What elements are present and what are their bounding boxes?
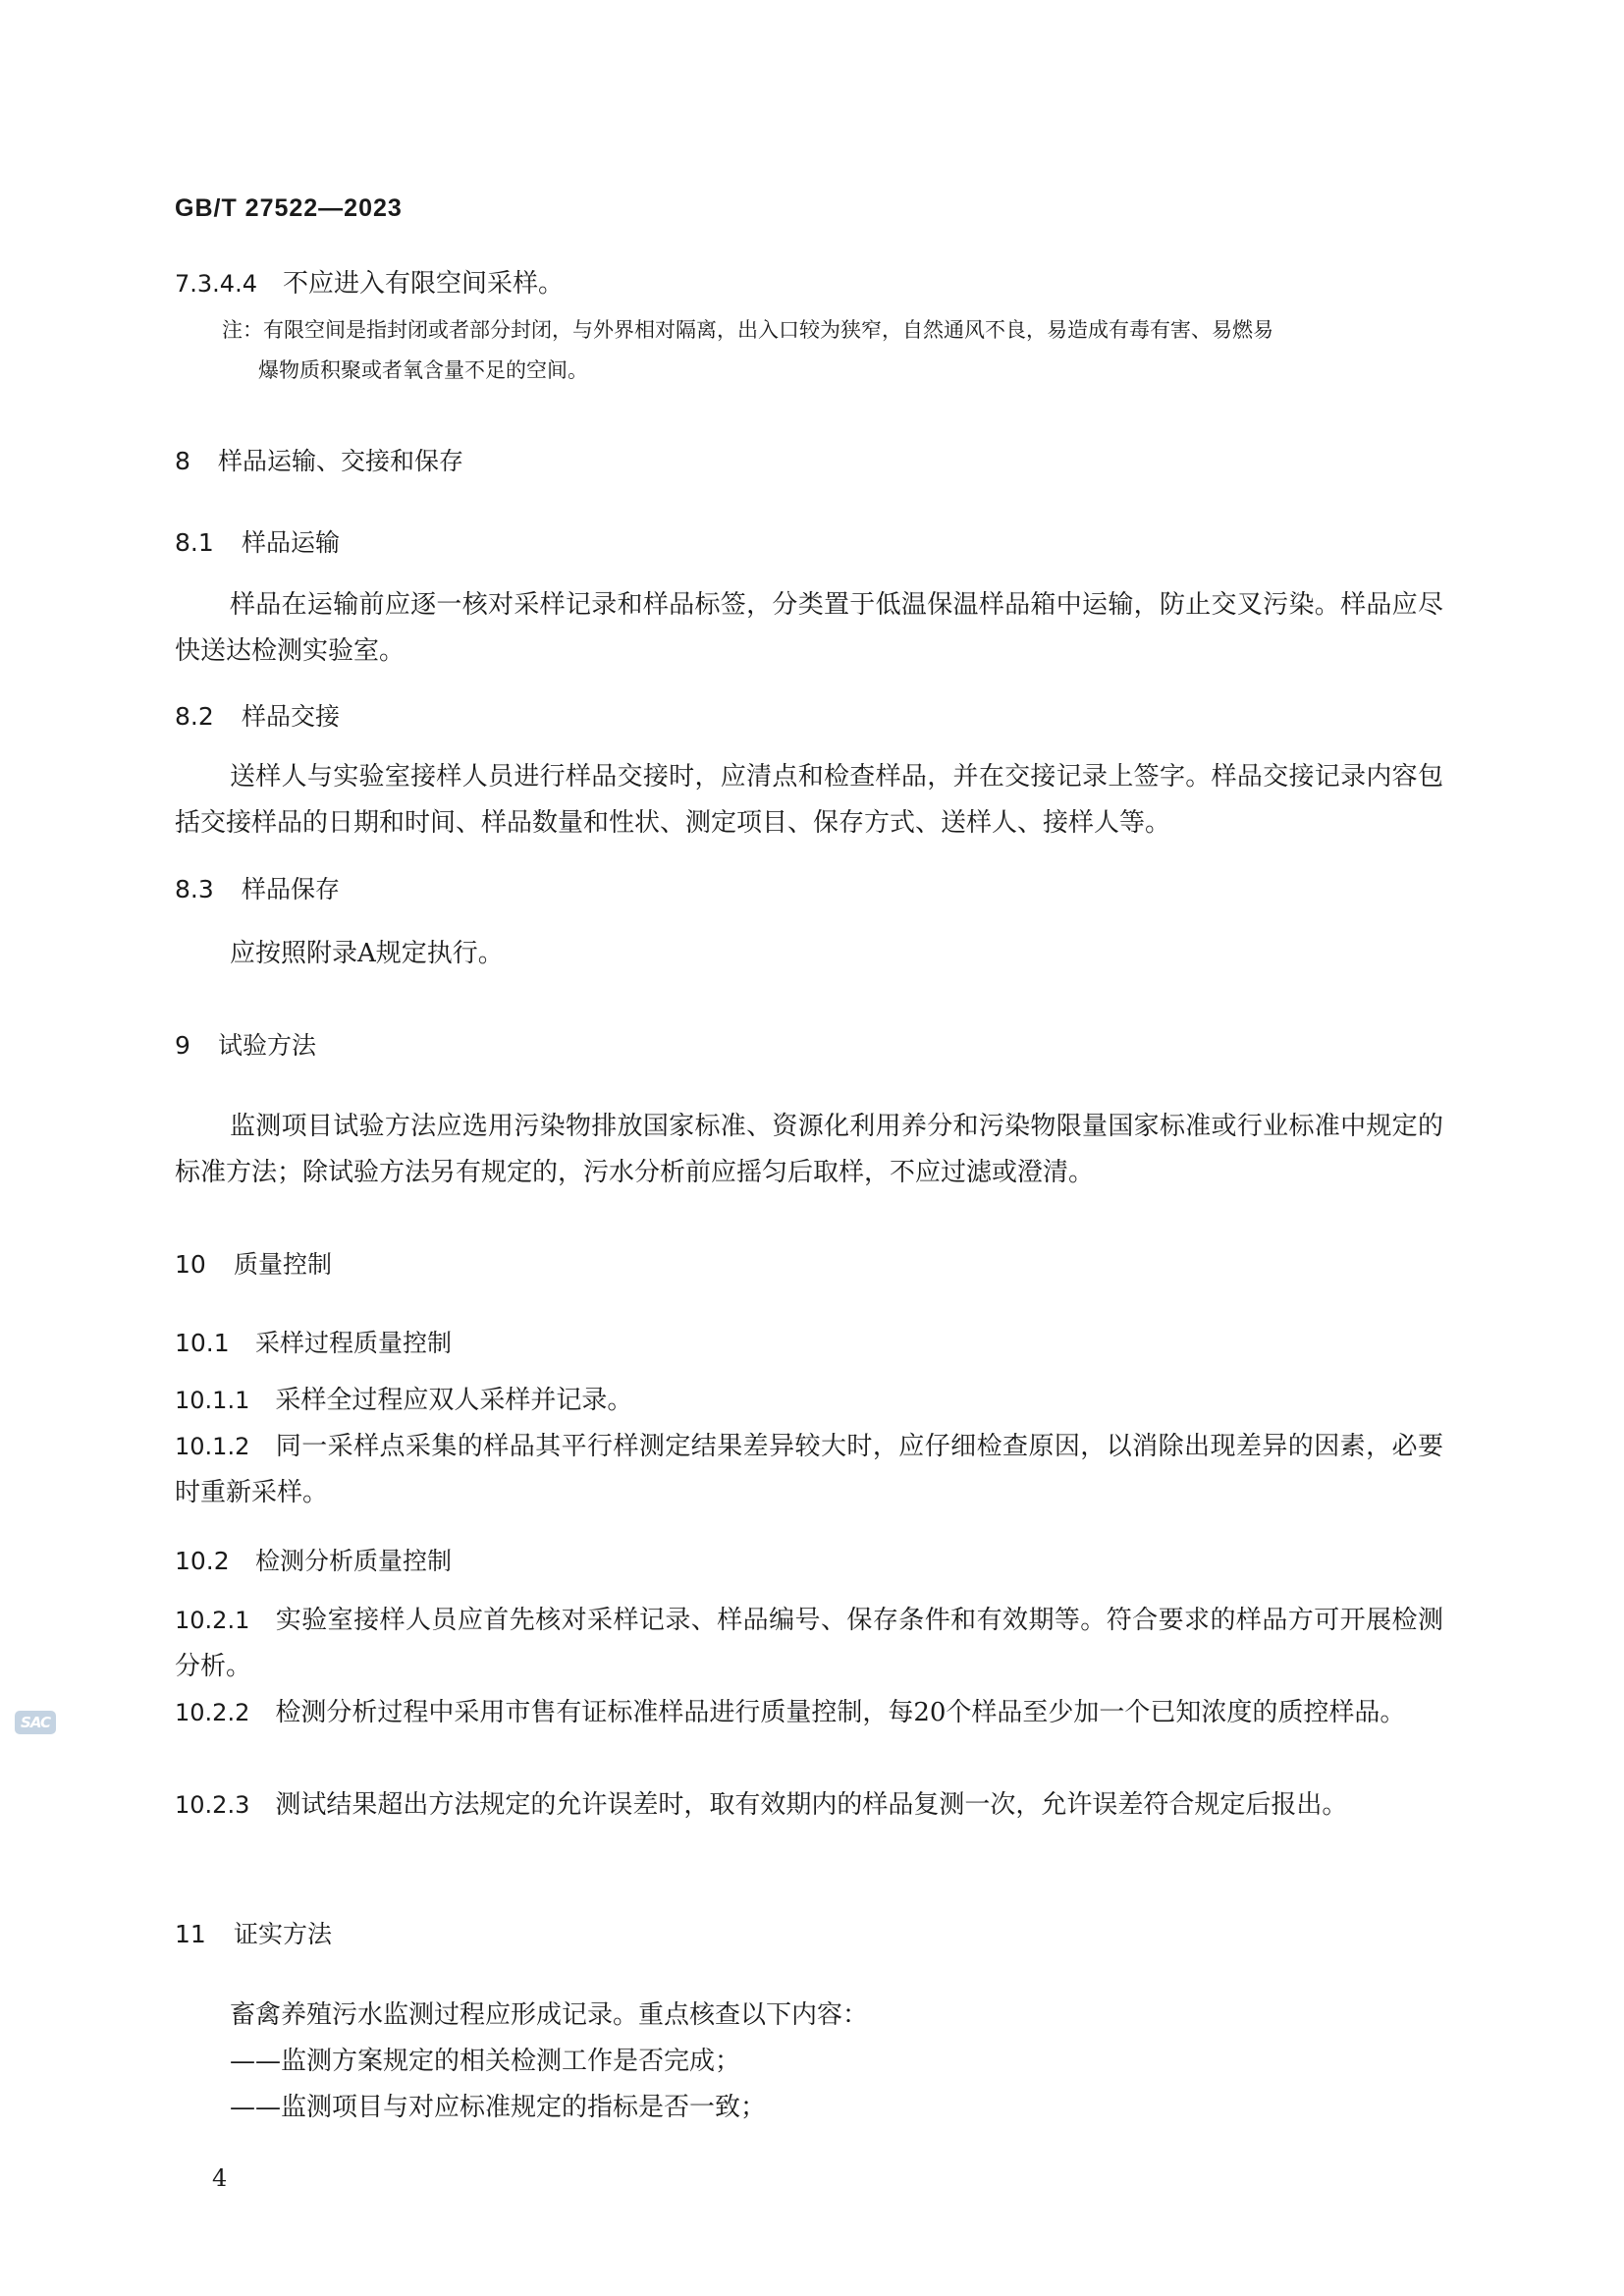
section-number: 9 [175, 1031, 190, 1060]
list-item: ——监测项目与对应标准规定的指标是否一致； [230, 2093, 767, 2122]
sac-logo-text: SAC [21, 1714, 50, 1731]
section-10-heading [175, 1245, 332, 1281]
clause-number: 10.2.3 [175, 1791, 250, 1819]
sac-watermark-logo [15, 1711, 56, 1734]
clause-text: 测试结果超出方法规定的允许误差时，取有效期内的样品复测一次，允许误差符合规定后报出。 [275, 1790, 1348, 1820]
note-line-1: 有限空间是指封闭或者部分封闭，与外界相对隔离，出入口较为狭窄，自然通风不良，易造成有毒有害、易燃易 [263, 318, 1273, 342]
note-line-2: 爆物质积聚或者氧含量不足的空间。 [258, 358, 588, 382]
note-label: 注： [222, 318, 263, 342]
section-8-2-paragraph: 送样人与实验室接样人员进行样品交接时，应清点和检查样品，并在交接记录上签字。样品交接记录内容包括交接样品的日期和时间、样品数量和性状、测定项目、保存方式、送样人、接样人等。 [175, 762, 1443, 838]
section-title: 样品保存 [242, 875, 341, 903]
section-11-heading [175, 1915, 332, 1950]
section-title: 样品运输 [242, 528, 341, 557]
section-number: 10 [175, 1250, 206, 1279]
section-title: 样品运输、交接和保存 [218, 447, 464, 475]
note [222, 310, 1443, 391]
section-10-2-heading [175, 1542, 452, 1577]
list-item: ——监测方案规定的相关检测工作是否完成； [230, 2047, 741, 2076]
standard-code: GB/T 27522—2023 [175, 194, 403, 222]
page-number: 4 [212, 2164, 228, 2192]
section-8-1-heading [175, 523, 340, 559]
section-title: 样品交接 [242, 702, 341, 731]
section-title: 试验方法 [218, 1031, 317, 1060]
section-9-paragraph: 监测项目试验方法应选用污染物排放国家标准、资源化利用养分和污染物限量国家标准或行业标准中规定的标准方法；除试验方法另有规定的，污水分析前应摇匀后取样，不应过滤或澄清。 [175, 1112, 1443, 1187]
section-11-intro: 畜禽养殖污水监测过程应形成记录。重点核查以下内容： [230, 2000, 869, 2030]
section-title: 检测分析质量控制 [255, 1547, 453, 1575]
clause-text: 实验室接样人员应首先核对采样记录、样品编号、保存条件和有效期等。符合要求的样品方可开展检测分析。 [175, 1606, 1443, 1681]
section-number: 8.1 [175, 528, 214, 557]
section-number: 10.1 [175, 1329, 230, 1357]
section-8-1-paragraph: 样品在运输前应逐一核对采样记录和样品标签，分类置于低温保温样品箱中运输，防止交叉污染。样品应尽快送达检测实验室。 [175, 590, 1443, 666]
clause-number: 10.1.2 [175, 1433, 250, 1460]
section-title: 采样过程质量控制 [255, 1329, 453, 1357]
clause-text: 检测分析过程中采用市售有证标准样品进行质量控制，每20个样品至少加一个已知浓度的质控样品。 [275, 1698, 1406, 1727]
section-10-1-heading [175, 1324, 452, 1359]
section-number: 8 [175, 447, 190, 475]
clause-number: 7.3.4.4 [175, 270, 257, 298]
clause-number: 10.1.1 [175, 1387, 250, 1414]
section-title: 证实方法 [234, 1920, 333, 1948]
clause-7-3-4-4 [175, 261, 1443, 307]
section-8-3-heading [175, 870, 340, 905]
section-8-heading [175, 442, 463, 477]
section-8-3-paragraph: 应按照附录A规定执行。 [230, 939, 504, 968]
section-title: 质量控制 [234, 1250, 333, 1279]
clause-number: 10.2.2 [175, 1699, 250, 1726]
section-number: 8.3 [175, 875, 214, 903]
section-9-heading [175, 1026, 316, 1062]
section-number: 11 [175, 1920, 206, 1948]
clause-10-2-1 [175, 1598, 1443, 1690]
clause-number: 10.2.1 [175, 1607, 250, 1634]
clause-10-1-1 [175, 1378, 1443, 1424]
clause-text: 同一采样点采集的样品其平行样测定结果差异较大时，应仔细检查原因，以消除出现差异的因素，必要时重新采样。 [175, 1432, 1443, 1507]
clause-10-1-2 [175, 1424, 1443, 1516]
section-8-2-heading [175, 697, 340, 733]
clause-10-2-2 [175, 1690, 1443, 1736]
section-number: 10.2 [175, 1547, 230, 1575]
clause-text: 不应进入有限空间采样。 [282, 269, 564, 299]
clause-10-2-3 [175, 1782, 1443, 1829]
section-number: 8.2 [175, 702, 214, 731]
clause-text: 采样全过程应双人采样并记录。 [275, 1386, 633, 1415]
